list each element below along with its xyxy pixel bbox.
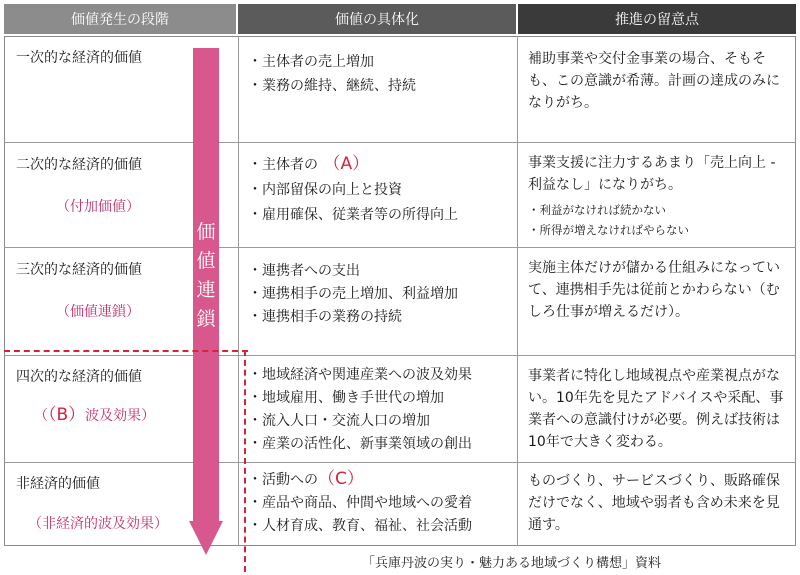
list-item: ・連携相手の業務の持続 xyxy=(248,309,402,325)
boundary-dashed-horizontal xyxy=(4,350,248,352)
list-item: ・雇用確保、従業者等の所得向上 xyxy=(248,207,458,223)
stage-sub-label: （価値連鎖） xyxy=(56,304,140,320)
stage-sub-label: （付加価値） xyxy=(56,199,140,215)
source-caption: 「兵庫丹波の実り・魅力ある地域づくり構想」資料 xyxy=(362,556,662,571)
list-item: ・地域経済や関連産業への波及効果 xyxy=(248,367,472,383)
row-divider xyxy=(4,462,796,463)
list-item: ・産品や商品、仲間や地域への愛着 xyxy=(248,495,472,511)
boundary-dashed-vertical xyxy=(244,350,246,572)
row-divider xyxy=(4,142,796,143)
note-text: ものづくり、サービスづくり、販路確保だけでなく、地域や弱者も含め未来を見通す。 xyxy=(528,473,780,533)
list-item: ・連携者への支出 xyxy=(248,263,360,279)
list-item: ・地域雇用、働き手世代の増加 xyxy=(248,390,444,406)
stage-label: 四次的な経済的価値 xyxy=(16,369,142,385)
notes-cell-3 xyxy=(528,257,790,323)
stage-label: 非経済的価値 xyxy=(16,476,100,492)
marker-c: （C） xyxy=(318,469,364,489)
row-divider xyxy=(4,247,796,248)
items-cell-1 xyxy=(248,50,513,98)
items-cell-4 xyxy=(248,364,513,456)
notes-cell-5 xyxy=(528,470,790,536)
header-stage: 価値発生の段階 xyxy=(4,4,236,34)
column-divider xyxy=(238,36,239,546)
note-text: 事業者に特化し地域視点や産業視点がない。10年先を見たアドバイスや采配、事業者への意識付けが必要。例えば技術は10年で大きく変わる。 xyxy=(528,368,784,450)
column-divider xyxy=(517,36,518,546)
stage-sub-label: （（B）波及効果） xyxy=(34,405,156,425)
list-item: ・人材育成、教育、福祉、社会活動 xyxy=(248,518,472,534)
items-cell-3 xyxy=(248,260,513,329)
note-text: 事業支援に注力するあまり「売上向上 - 利益なし」になりがち。 xyxy=(528,155,776,193)
notes-cell-2 xyxy=(528,152,790,240)
note-bullet: ・利益がなければ続かない xyxy=(528,203,666,217)
items-cell-2 xyxy=(248,152,513,228)
list-item: ・主体者の （A） xyxy=(248,154,370,174)
list-item: ・活動への（C） xyxy=(248,469,364,489)
list-item: ・業務の維持、継続、持続 xyxy=(248,78,416,94)
note-text: 補助事業や交付金事業の場合、そもそも、この意識が希薄。計画の達成のみになりがち。 xyxy=(528,51,780,111)
list-item: ・内部留保の向上と投資 xyxy=(248,182,402,198)
header-concretization: 価値の具体化 xyxy=(238,4,516,34)
stage-sub-label: （非経済的波及効果） xyxy=(28,516,168,532)
notes-cell-4 xyxy=(528,365,790,453)
stage-label: 二次的な経済的価値 xyxy=(16,157,142,173)
list-item: ・連携相手の売上増加、利益増加 xyxy=(248,286,458,302)
list-item: ・主体者の売上増加 xyxy=(248,54,374,70)
stage-label: 一次的な経済的価値 xyxy=(16,50,142,66)
note-text: 実施主体だけが儲かる仕組みになっていて、連携相手先は従前とかわらない（むしろ仕事が増えるだけ）。 xyxy=(528,260,780,320)
items-cell-5 xyxy=(248,468,513,538)
value-chain-label: 価 値 連 鎖 xyxy=(196,221,216,330)
list-item: ・流入人口・交流人口の増加 xyxy=(248,413,430,429)
value-chain-arrowhead xyxy=(189,521,223,555)
list-item: ・産業の活性化、新事業領域の創出 xyxy=(248,436,472,452)
marker-b: （B） xyxy=(48,405,86,425)
stage-label: 三次的な経済的価値 xyxy=(16,262,142,278)
marker-a: （A） xyxy=(332,154,370,174)
row-divider xyxy=(4,355,796,356)
note-bullet: ・所得が増えなければやらない xyxy=(528,223,689,237)
notes-cell-1 xyxy=(528,48,790,114)
header-notes: 推進の留意点 xyxy=(518,4,796,34)
